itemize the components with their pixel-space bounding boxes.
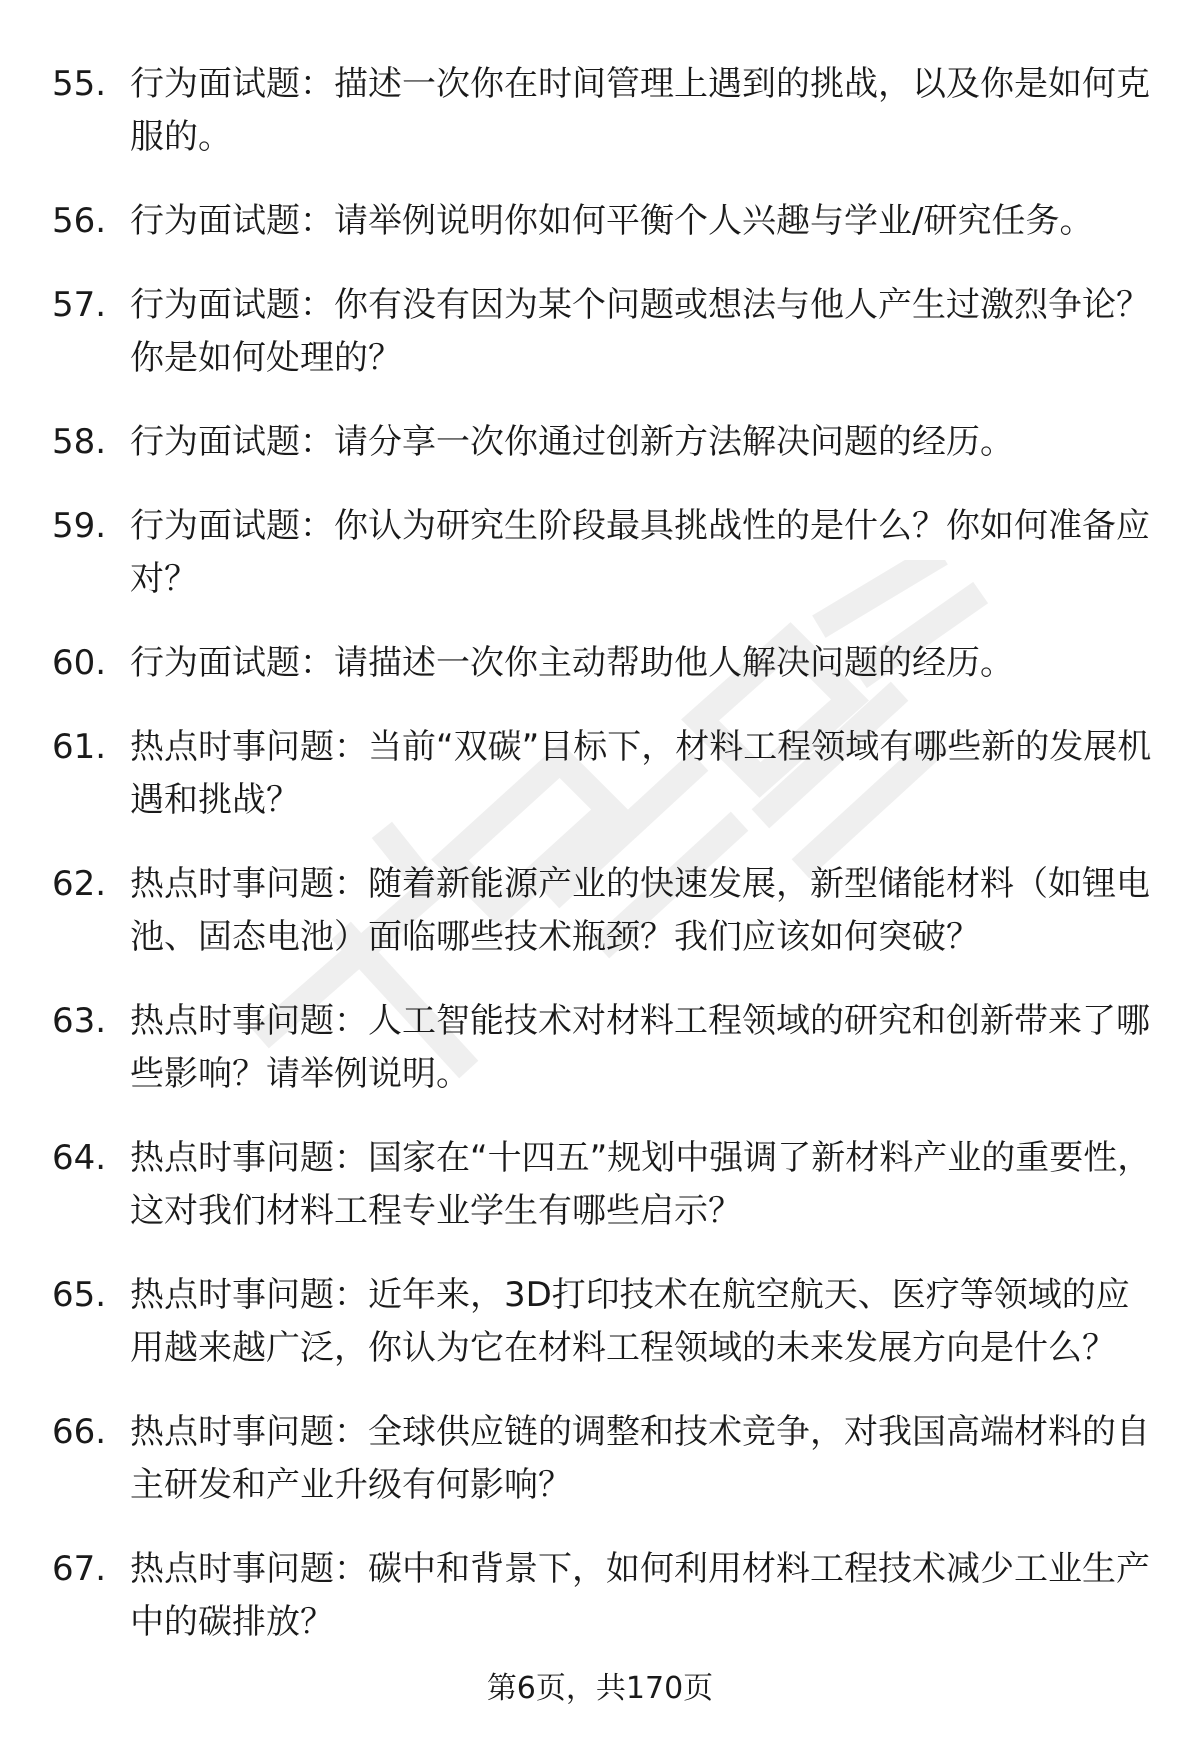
question-number: 60.	[52, 643, 107, 683]
list-item	[52, 416, 1152, 469]
question-number: 59.	[52, 506, 107, 546]
question-text: 热点时事问题：当前“双碳”目标下，材料工程领域有哪些新的发展机遇和挑战？	[130, 727, 1152, 820]
question-text: 热点时事问题：人工智能技术对材料工程领域的研究和创新带来了哪些影响？请举例说明。	[130, 1001, 1150, 1094]
question-number: 57.	[52, 285, 107, 325]
list-item	[52, 721, 1152, 827]
question-number: 66.	[52, 1412, 107, 1452]
list-item	[52, 1406, 1152, 1512]
question-text: 行为面试题：请描述一次你主动帮助他人解决问题的经历。	[130, 643, 1014, 683]
list-item	[52, 58, 1152, 164]
list-item	[52, 858, 1152, 964]
list-item	[52, 195, 1152, 248]
question-text: 热点时事问题：国家在“十四五”规划中强调了新材料产业的重要性，这对我们材料工程专业学生有哪些启示？	[130, 1138, 1152, 1231]
page-number-footer: 第6页，共170页	[486, 1671, 714, 1706]
question-text: 行为面试题：描述一次你在时间管理上遇到的挑战，以及你是如何克服的。	[130, 64, 1150, 157]
question-list	[52, 58, 1152, 1680]
question-number: 58.	[52, 422, 107, 462]
question-text: 热点时事问题：碳中和背景下，如何利用材料工程技术减少工业生产中的碳排放？	[130, 1549, 1150, 1642]
question-text: 热点时事问题：全球供应链的调整和技术竞争，对我国高端材料的自主研发和产业升级有何影响？	[130, 1412, 1150, 1505]
list-item	[52, 279, 1152, 385]
question-number: 67.	[52, 1549, 107, 1589]
list-item	[52, 995, 1152, 1101]
list-item	[52, 1132, 1152, 1238]
question-number: 55.	[52, 64, 107, 104]
question-text: 热点时事问题：随着新能源产业的快速发展，新型储能材料（如锂电池、固态电池）面临哪些技术瓶颈？我们应该如何突破？	[130, 864, 1150, 957]
question-text: 行为面试题：你认为研究生阶段最具挑战性的是什么？你如何准备应对？	[130, 506, 1150, 599]
question-number: 65.	[52, 1275, 107, 1315]
question-number: 56.	[52, 201, 107, 241]
list-item	[52, 1269, 1152, 1375]
question-number: 64.	[52, 1138, 107, 1178]
question-text: 行为面试题：请举例说明你如何平衡个人兴趣与学业/研究任务。	[130, 201, 1094, 241]
question-number: 63.	[52, 1001, 107, 1041]
question-text: 行为面试题：你有没有因为某个问题或想法与他人产生过激烈争论？你是如何处理的？	[130, 285, 1150, 378]
list-item	[52, 637, 1152, 690]
question-number: 61.	[52, 727, 107, 767]
list-item	[52, 500, 1152, 606]
question-text: 热点时事问题：近年来，3D打印技术在航空航天、医疗等领域的应用越来越广泛，你认为它在材料工程领域的未来发展方向是什么？	[130, 1275, 1130, 1368]
question-number: 62.	[52, 864, 107, 904]
list-item	[52, 1543, 1152, 1649]
question-text: 行为面试题：请分享一次你通过创新方法解决问题的经历。	[130, 422, 1014, 462]
